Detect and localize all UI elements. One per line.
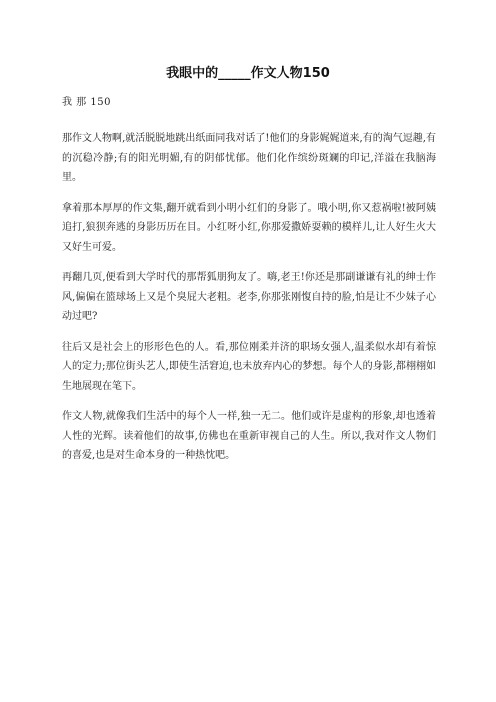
paragraph-4: 往后又是社会上的形形色色的人。看,那位刚柔并济的职场女强人,温柔似水却有着惊人的定力;那位街头艺人,即使生活窘迫,也未放弃内心的梦想。每个人的身影,都栩栩如生地展现在笔下。	[62, 341, 436, 392]
document-body	[62, 129, 436, 477]
document-title: 我眼中的_____作文人物150	[166, 66, 330, 81]
paragraph-3: 再翻几页,便看到大学时代的那帮狐朋狗友了。嗨,老王!你还是那副谦谦有礼的绅士作风,偏偏在篮球场上又是个臭屁大老粗。老李,你那张刚愎自持的脸,怕是让不少妹子心动过吧?	[62, 272, 436, 322]
document-byline: 我 那 150	[62, 97, 111, 108]
paragraph-2: 拿着那本厚厚的作文集,翻开就看到小明小红们的身影了。哦小明,你又惹祸啦!被阿姨追打,狼狈奔逃的身影历历在目。小红呀小红,你那爱撒娇耍赖的模样儿,让人好生火大又好生可爱。	[62, 202, 436, 253]
paragraph-1: 那作文人物啊,就活脱脱地跳出纸面同我对话了!他们的身影娓娓道来,有的淘气逗趣,有的沉稳冷静;有的阳光明媚,有的阴郁忧郁。他们化作缤纷斑斓的印记,洋溢在我脑海里。	[62, 133, 436, 183]
paragraph-5: 作文人物,就像我们生活中的每个人一样,独一无二。他们或许是虚构的形象,却也透着人性的光辉。读着他们的故事,仿佛也在重新审视自己的人生。所以,我对作文人物们的喜爱,也是对生命本身的一种热忱吧。	[62, 411, 436, 461]
